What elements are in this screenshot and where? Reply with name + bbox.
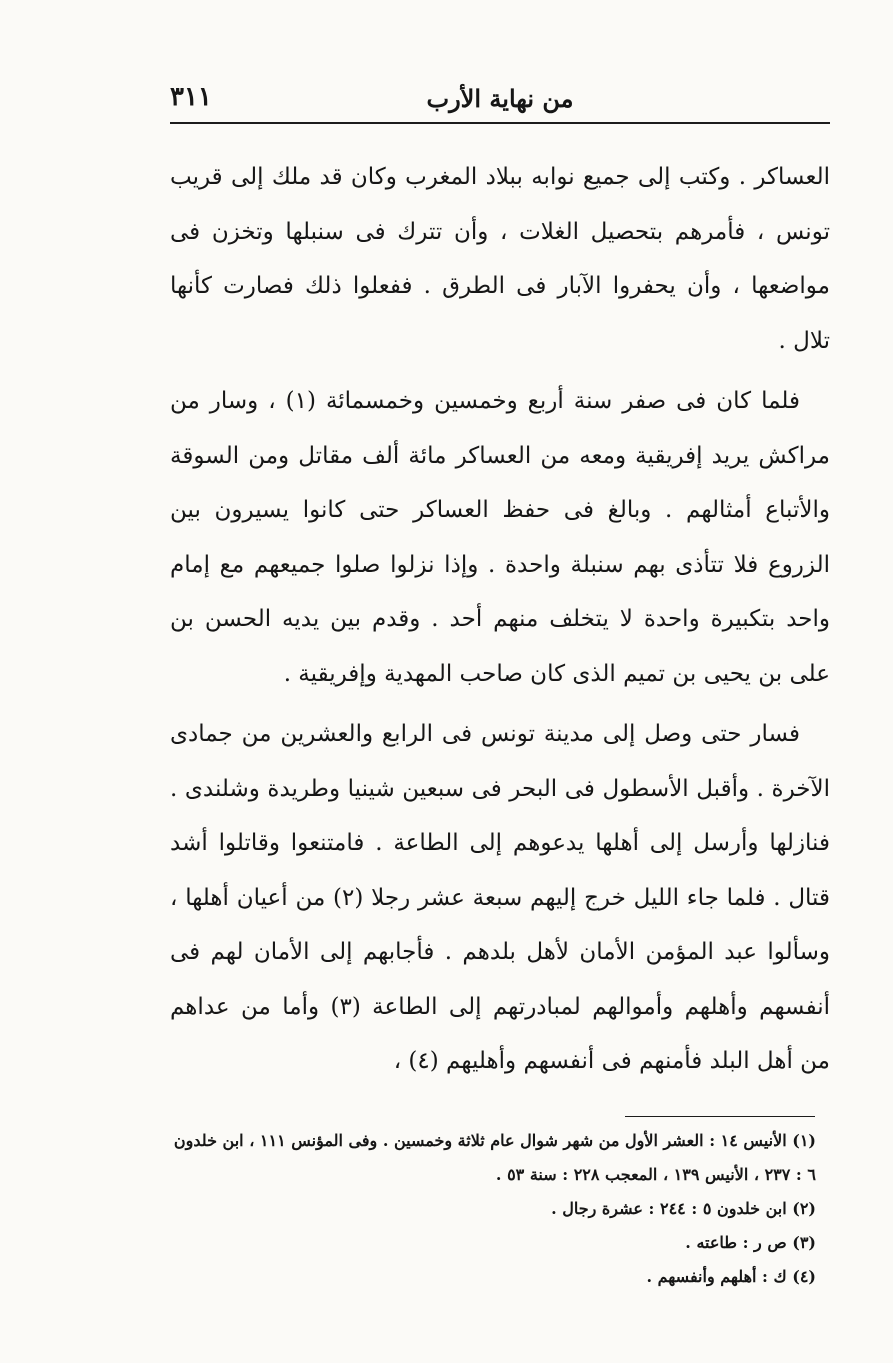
page-header [170, 74, 830, 124]
page-number: ٣١١ [170, 82, 212, 112]
footnote-2: (٢) ابن خلدون ٥ : ٢٤٤ : عشرة رجال . [551, 1199, 816, 1218]
footnote-3: (٣) ص ر : طاعته . [685, 1233, 816, 1252]
paragraph-1: العساكر . وكتب إلى جميع نوابه ببلاد المغرب وكان قد ملك إلى قريب تونس ، فأمرهم بتحصيل الغلات ، وأن تترك فى سنبلها وتخزن فى مواضعها ، وأن يحفروا الآبار فى الطرق . ففعلوا ذلك فصارت كأنها تلال . [170, 164, 830, 354]
paragraph-2: فلما كان فى صفر سنة أربع وخمسين وخمسمائة (١) ، وسار من مراكش يريد إفريقية ومعه من العساكر مائة ألف مقاتل ومن السوقة والأتباع أمثالهم . وبالغ فى حفظ العساكر حتى كانوا يسيرون بين الزروع فلا تتأذى بهم سنبلة واحدة . وإذا نزلوا صلوا جميعهم مع إمام واحد بتكبيرة واحدة لا يتخلف منهم أحد . وقدم بين يديه الحسن بن على بن يحيى بن تميم الذى كان صاحب المهدية وإفريقية . [170, 388, 830, 687]
body-text [170, 150, 830, 1095]
footnote-1: (١) الأنيس ١٤ : العشر الأول من شهر شوال عام ثلاثة وخمسين . وفى المؤنس ١١١ ، ابن خلدون ٦ : ٢٣٧ ، الأنيس ١٣٩ ، المعجب ٢٢٨ : سنة ٥٣ . [173, 1131, 816, 1184]
footnotes [170, 1124, 830, 1294]
footnote-separator [625, 1116, 815, 1117]
footnote-4: (٤) ك : أهلهم وأنفسهم . [646, 1267, 816, 1286]
running-title: من نهاية الأرب [426, 84, 574, 113]
paragraph-3: فسار حتى وصل إلى مدينة تونس فى الرابع والعشرين من جمادى الآخرة . وأقبل الأسطول فى البحر فى سبعين شينيا وطريدة وشلندى . فنازلها وأرسل إلى أهلها يدعوهم إلى الطاعة . فامتنعوا وقاتلوا أشد قتال . فلما جاء الليل خرج إليهم سبعة عشر رجلا (٢) من أعيان أهلها ، وسألوا عبد المؤمن الأمان لأهل بلدهم . فأجابهم إلى الأمان لهم فى أنفسهم وأهلهم وأموالهم لمبادرتهم إلى الطاعة (٣) وأما من عداهم من أهل البلد فأمنهم فى أنفسهم وأهليهم (٤) ، [170, 721, 830, 1074]
